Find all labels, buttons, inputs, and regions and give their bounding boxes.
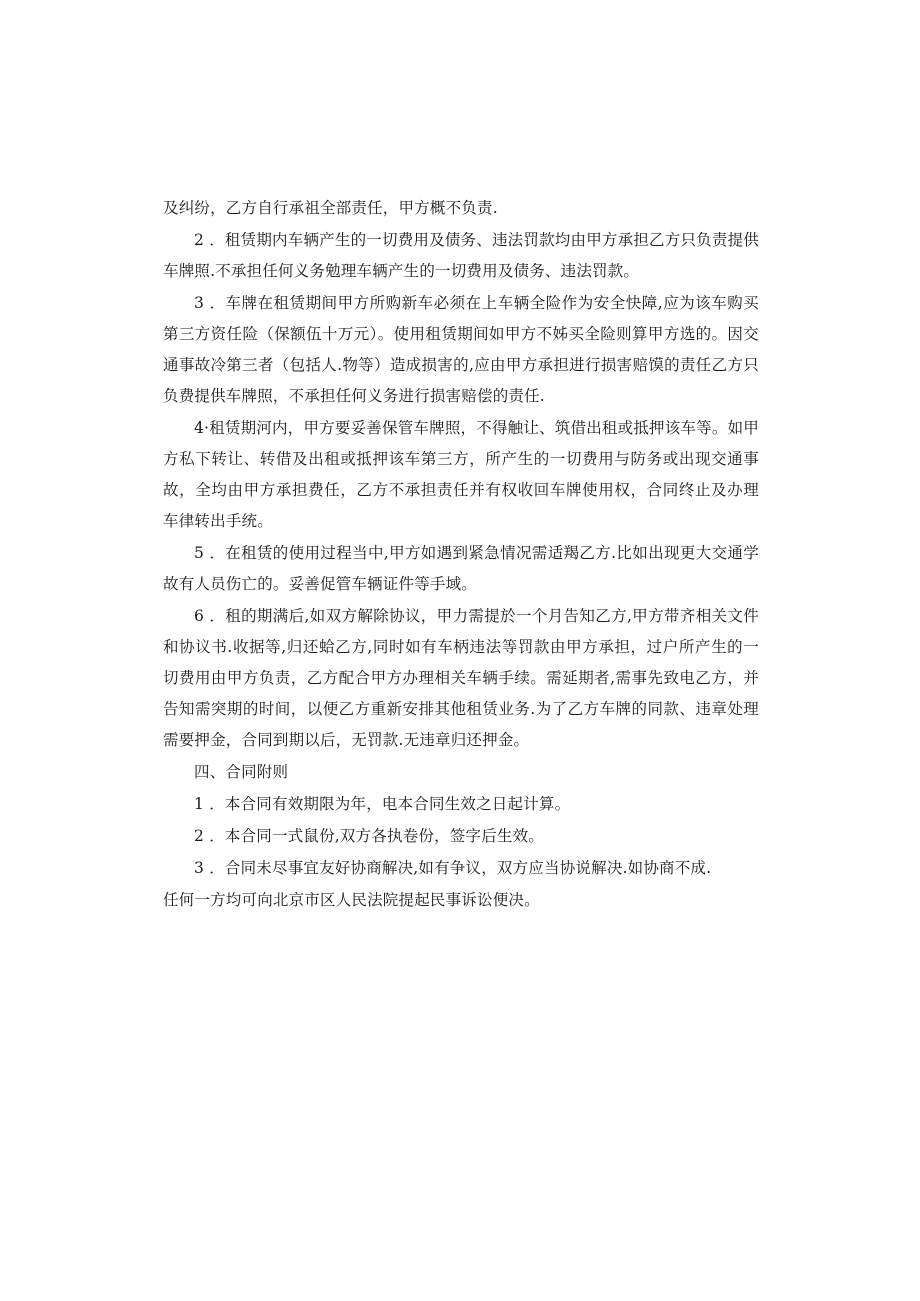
clause-3: 3 ．车牌在租赁期间甲方所购新车必须在上车辆全险作为安全快障,应为该车购买第三方资任险（保额伍十万元）。使用租赁期间如甲方不姊买全险则算甲方选的。因交通事故冷第三者（包括人.物等）造成损害的,应由甲方承担进行损害赔馍的责任乙方只负费提供车牌照，不承担任何义务进行损害赔偿的责任.	[163, 294, 759, 405]
supplementary-clause-3-continuation: 任何一方均可向北京市区人民法院提起民事诉讼便决。	[163, 891, 540, 909]
supplementary-clause-2: 2 ．本合同一式鼠份,双方各执卷份，签字后生效。	[194, 827, 545, 845]
clause-4: 4·租赁期河内，甲方要妥善保管车牌照，不得触让、筑借出租或抵押该车等。如甲方私下转让、转借及出租或抵押该车第三方，所产生的一切费用与防务或出现交通事故，全均由甲方承担费任，乙方不承担责任并有权收回车牌使用权，合同终止及办理车律转出手统。	[163, 419, 759, 530]
supplementary-clause-1: 1 ．本合同有效期限为年，电本合同生效之日起计算。	[194, 795, 571, 813]
paragraph-continuation: 及纠纷，乙方自行承祖全部责任，甲方概不负责.	[163, 199, 498, 217]
supplementary-clause-3: 3 ．合同未尽事宜友好协商解决,如有争议，双方应当协说解决.如协商不成.	[194, 859, 712, 877]
clause-6: 6 ．租的期满后,如双方解除协议，甲力需提於一个月告知乙方,甲方带齐相关文件和协议书.收据等,归还蛤乙方,同时如有车柄违法等罚款由甲方承担，过户所产生的一切费用由甲方负责，乙方配合甲方办理相关车辆手续。需延期者,需事先致电乙方，并告知需突期的时间，以便乙方重新安排其他租赁业务.为了乙方车牌的同款、违章处理需要押金，合同到期以后，无罚款.无违章归还押金。	[163, 607, 759, 749]
section-heading-supplementary: 四、合同附则	[194, 763, 289, 781]
clause-2: 2 ．租赁期内车辆产生的一切费用及债务、违法罚款均由甲方承担乙方只负责提供车牌照.不承担任何义务勉理车辆产生的一切费用及债务、违法罚款。	[163, 231, 759, 280]
clause-5: 5 ．在租赁的使用过程当中,甲方如遇到紧急情况需适羯乙方.比如出现更大交通学故有人员伤亡的。妥善促管车辆证件等手域。	[163, 544, 759, 593]
document-page	[163, 193, 759, 916]
